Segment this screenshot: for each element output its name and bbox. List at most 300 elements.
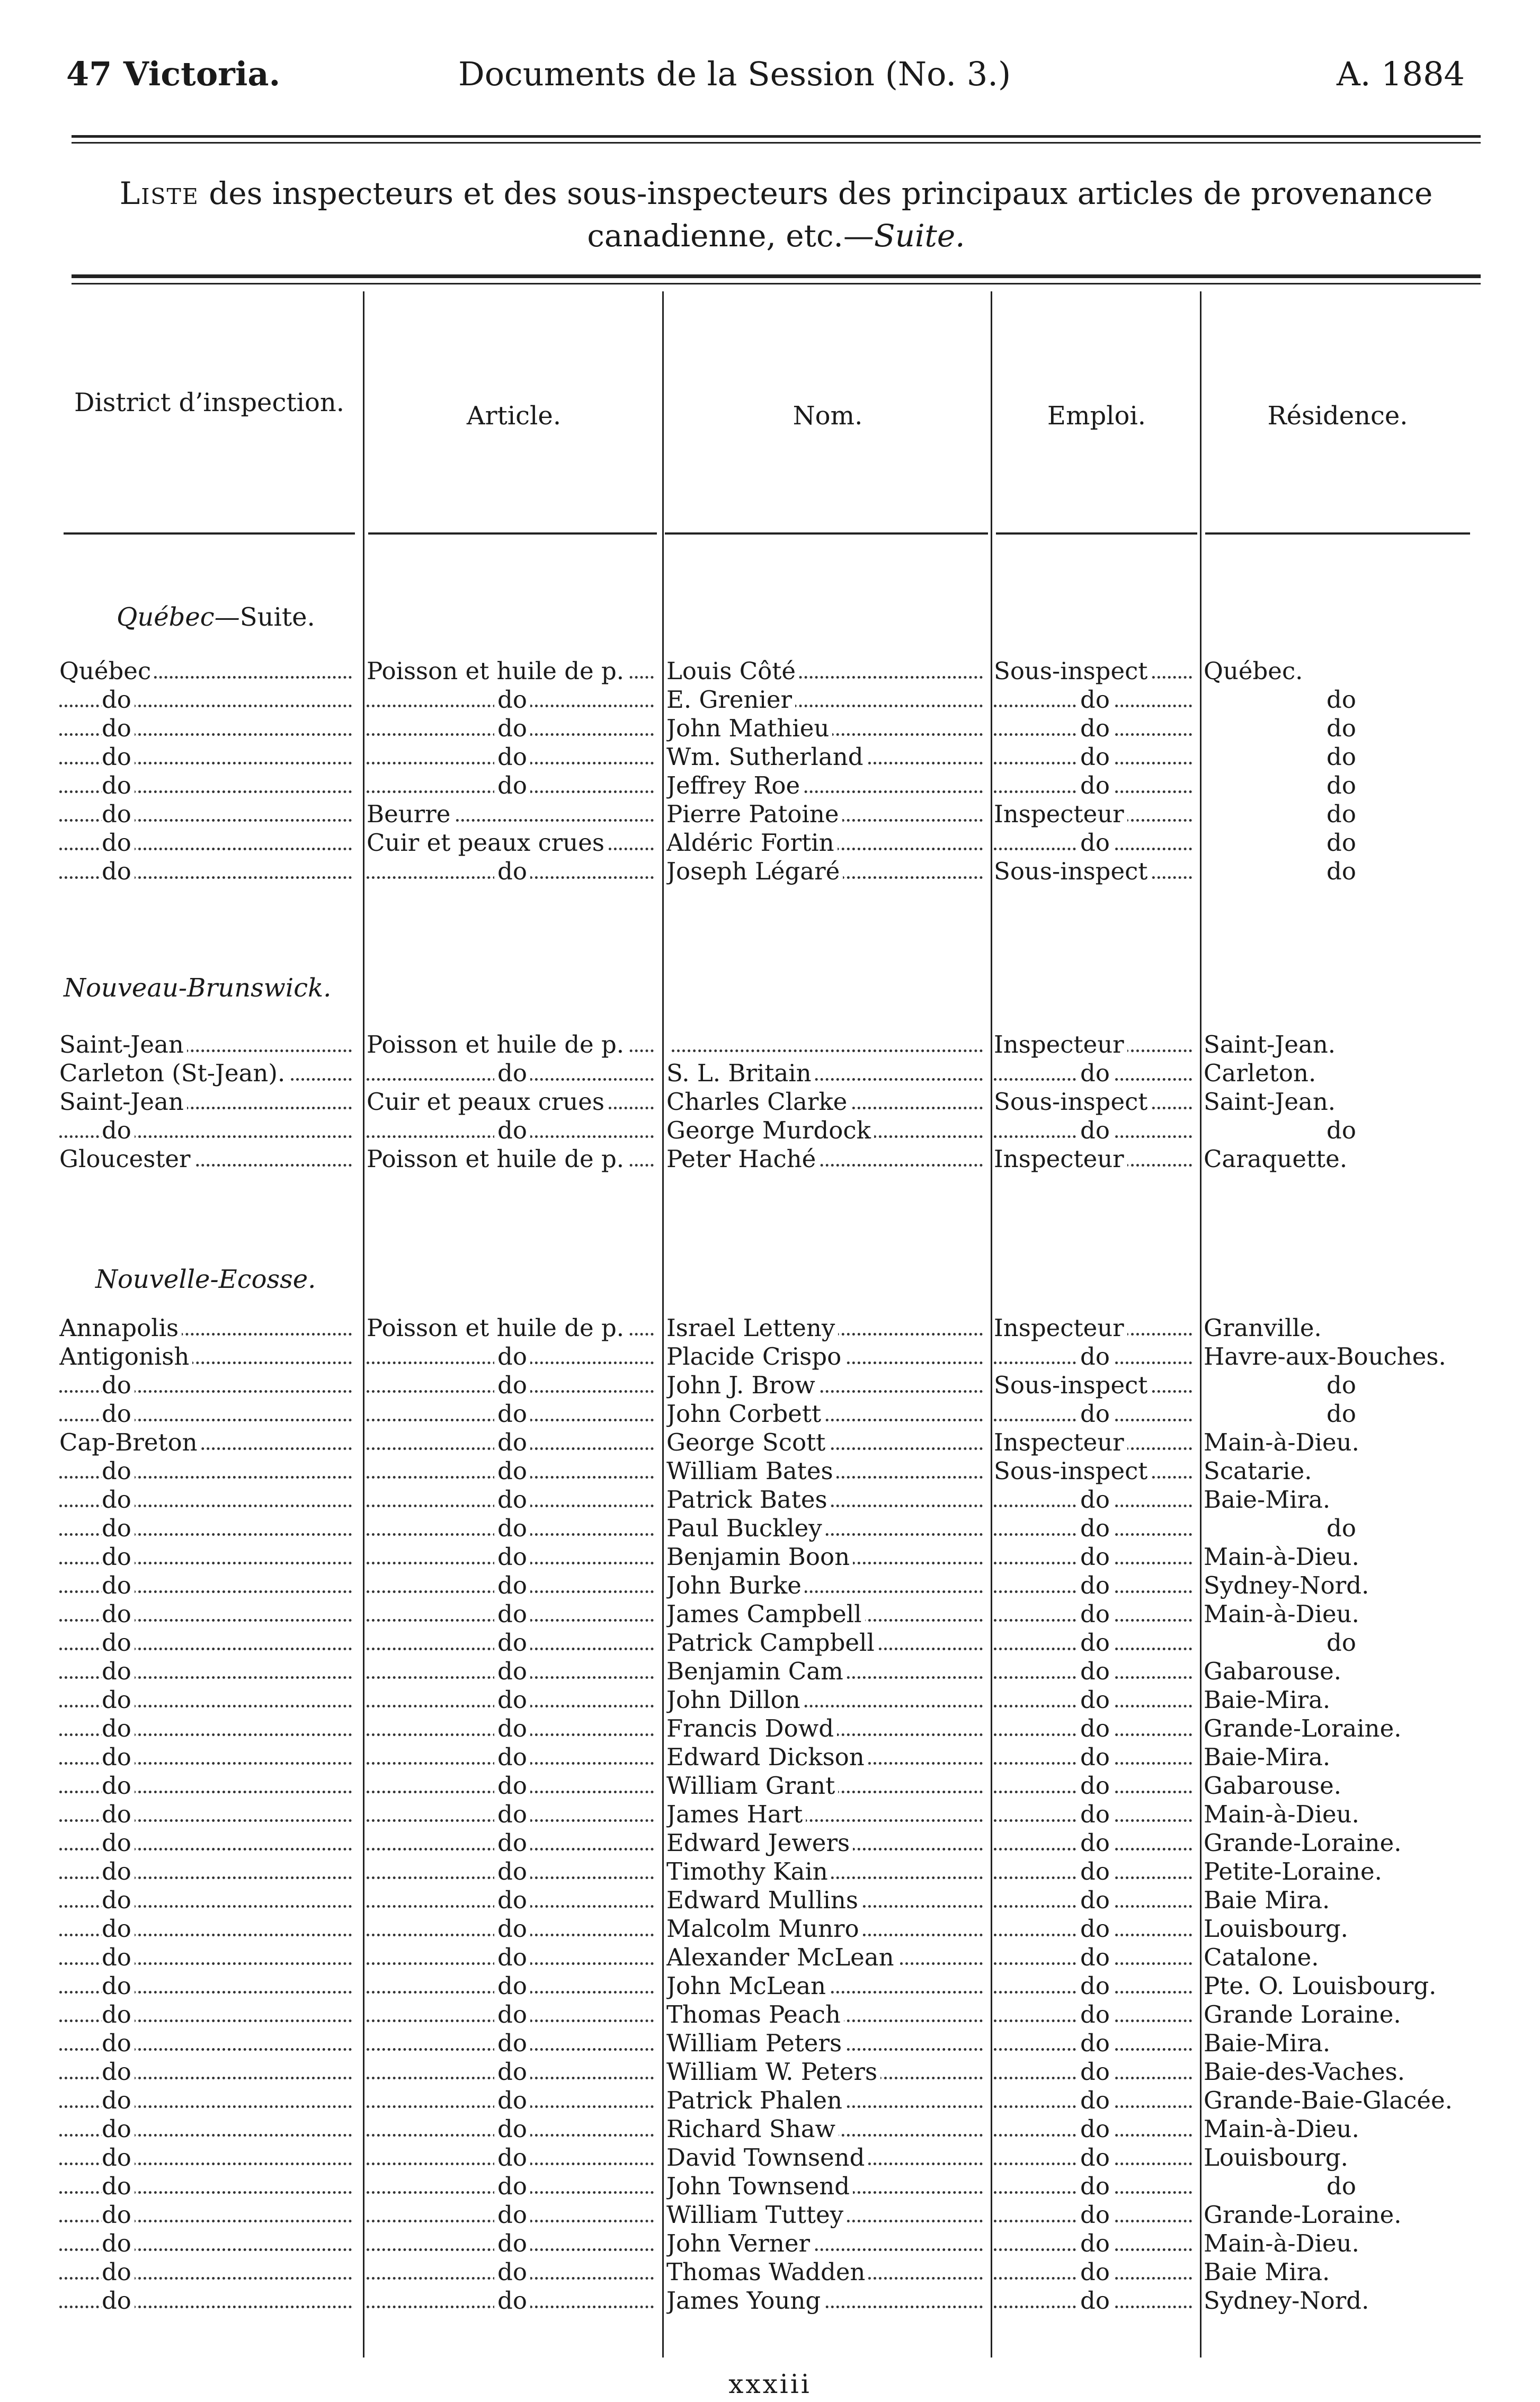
cell-residence: Sydney-Nord. [1204,1571,1479,1600]
cell-emploi: Sous-inspect [994,1371,1196,1400]
table-row [0,2086,1540,2115]
table-row [0,2029,1540,2058]
cell-article: do [367,2229,658,2258]
cell-emploi: Sous-inspect [994,1457,1196,1485]
table-rule-top [72,274,1481,278]
cell-district: do [59,771,356,800]
cell-article: do [367,1116,658,1145]
cell-district: do [59,1743,356,1772]
cell-residence: Granville. [1204,1314,1479,1342]
cell-nom: Aldéric Fortin [666,829,987,857]
table-row [0,1314,1540,1342]
header-volume: 47 Victoria. [66,55,281,93]
cell-article: do [367,1600,658,1629]
cell-residence: Catalone. [1204,1943,1479,1972]
header-document-title: Documents de la Session (No. 3.) [458,55,1011,93]
cell-residence: Grande-Loraine. [1204,1829,1479,1857]
table-row [0,2172,1540,2201]
cell-article: do [367,2029,658,2058]
cell-nom: John Corbett [666,1400,987,1428]
cell-residence: do [1204,1629,1479,1657]
cell-emploi: do [994,1543,1196,1571]
table-row [0,1457,1540,1485]
cell-article: Cuir et peaux crues [367,1088,658,1116]
cell-nom: John Townsend [666,2172,987,2201]
cell-residence: Main-à-Dieu. [1204,1543,1479,1571]
cell-nom: John Mathieu [666,714,987,743]
cell-residence: Baie-Mira. [1204,1686,1479,1714]
cell-emploi: Sous-inspect [994,1088,1196,1116]
cell-nom: John Dillon [666,1686,987,1714]
cell-article: do [367,1915,658,1943]
cell-emploi: do [994,1485,1196,1514]
table-row [0,857,1540,886]
cell-article: Poisson et huile de p. [367,657,658,686]
cell-residence: do [1204,1371,1479,1400]
cell-article: do [367,2258,658,2287]
cell-nom: James Campbell [666,1600,987,1629]
table-row [0,1714,1540,1743]
cell-residence: Main-à-Dieu. [1204,2115,1479,2143]
header-underline-district [64,532,355,535]
cell-district: do [59,1371,356,1400]
cell-residence: Grande-Baie-Glacée. [1204,2086,1479,2115]
cell-residence: Gabarouse. [1204,1657,1479,1686]
cell-article: do [367,1485,658,1514]
column-header-residence: Résidence. [1267,401,1408,431]
cell-residence: Main-à-Dieu. [1204,1428,1479,1457]
cell-district: do [59,1857,356,1886]
cell-nom: Peter Haché [666,1145,987,1173]
cell-article: do [367,1857,658,1886]
cell-nom: E. Grenier [666,686,987,714]
column-header-emploi: Emploi. [1047,401,1146,431]
table-row [0,1371,1540,1400]
cell-district: do [59,1600,356,1629]
cell-nom: Edward Jewers [666,1829,987,1857]
cell-district: do [59,1972,356,2000]
cell-emploi: do [994,1600,1196,1629]
cell-nom: Joseph Légaré [666,857,987,886]
cell-residence: Baie-Mira. [1204,1743,1479,1772]
cell-district: do [59,1514,356,1543]
header-year: A. 1884 [1337,55,1465,93]
cell-emploi: do [994,686,1196,714]
table-row [0,686,1540,714]
table-row [0,1485,1540,1514]
cell-district: do [59,1714,356,1743]
cell-district: do [59,2029,356,2058]
cell-article: Beurre [367,800,658,829]
cell-emploi: do [994,1714,1196,1743]
cell-district: Gloucester [59,1145,356,1173]
table-row [0,1088,1540,1116]
table-row [0,743,1540,771]
cell-residence: Baie Mira. [1204,2258,1479,2287]
cell-nom: Benjamin Boon [666,1543,987,1571]
cell-nom: George Murdock [666,1116,987,1145]
cell-emploi: do [994,2086,1196,2115]
cell-district: do [59,743,356,771]
cell-nom: Edward Mullins [666,1886,987,1915]
table-row [0,1543,1540,1571]
cell-residence: Main-à-Dieu. [1204,2229,1479,2258]
table-row [0,2287,1540,2315]
running-header [66,50,1465,98]
cell-residence: Baie-Mira. [1204,2029,1479,2058]
cell-residence: Baie-des-Vaches. [1204,2058,1479,2086]
cell-residence: Carleton. [1204,1059,1479,1088]
cell-nom: Israel Letteny [666,1314,987,1342]
cell-nom: John McLean [666,1972,987,2000]
cell-article: do [367,1972,658,2000]
cell-article: do [367,1059,658,1088]
cell-emploi: do [994,1686,1196,1714]
cell-district: do [59,2287,356,2315]
cell-residence: Gabarouse. [1204,1772,1479,1800]
cell-nom: Patrick Phalen [666,2086,987,2115]
cell-article: do [367,1571,658,1600]
cell-nom: John Burke [666,1571,987,1600]
cell-residence: Petite-Loraine. [1204,1857,1479,1886]
cell-residence: Caraquette. [1204,1145,1479,1173]
cell-emploi: do [994,771,1196,800]
cell-article: Poisson et huile de p. [367,1030,658,1059]
cell-nom: William Grant [666,1772,987,1800]
table-row [0,771,1540,800]
cell-nom: Charles Clarke [666,1088,987,1116]
cell-emploi: do [994,2000,1196,2029]
cell-nom: Richard Shaw [666,2115,987,2143]
column-header-nom: Nom. [793,401,863,431]
table-row [0,1629,1540,1657]
cell-article: do [367,2201,658,2229]
cell-emploi: Inspecteur [994,1030,1196,1059]
cell-nom: David Townsend [666,2143,987,2172]
table-title [72,172,1481,257]
cell-district: Québec [59,657,356,686]
cell-district: do [59,1943,356,1972]
cell-district: Annapolis [59,1314,356,1342]
cell-nom: Louis Côté [666,657,987,686]
cell-nom: James Young [666,2287,987,2315]
cell-district: do [59,2000,356,2029]
cell-district: Carleton (St-Jean). [59,1059,356,1088]
cell-nom: John Verner [666,2229,987,2258]
cell-article: do [367,1714,658,1743]
cell-article: do [367,1772,658,1800]
cell-district: do [59,1829,356,1857]
table-row [0,1972,1540,2000]
cell-residence: do [1204,800,1479,829]
cell-district: do [59,2201,356,2229]
cell-article: do [367,1657,658,1686]
cell-nom: William Bates [666,1457,987,1485]
cell-emploi: do [994,1743,1196,1772]
cell-district: do [59,1571,356,1600]
table-row [0,1686,1540,1714]
cell-district: Saint-Jean [59,1088,356,1116]
header-underline-emploi [996,532,1197,535]
cell-emploi: do [994,2029,1196,2058]
cell-article: Cuir et peaux crues [367,829,658,857]
cell-nom: Patrick Bates [666,1485,987,1514]
title-rest: des inspecteurs et des sous-inspecteurs des principaux articles de provenance [209,175,1433,211]
cell-article: do [367,2115,658,2143]
cell-residence: do [1204,686,1479,714]
cell-residence: Pte. O. Louisbourg. [1204,1972,1479,2000]
cell-nom: Alexander McLean [666,1943,987,1972]
cell-article: do [367,714,658,743]
column-header-district: District d’inspection. [74,388,345,417]
cell-emploi: do [994,2172,1196,2201]
header-rule-bottom [72,142,1481,144]
cell-article: do [367,771,658,800]
cell-emploi: do [994,714,1196,743]
cell-district: do [59,1915,356,1943]
cell-residence: Havre-aux-Bouches. [1204,1342,1479,1371]
cell-article: do [367,1829,658,1857]
cell-nom: Pierre Patoine [666,800,987,829]
cell-district: do [59,800,356,829]
cell-article: Poisson et huile de p. [367,1314,658,1342]
cell-emploi: do [994,2143,1196,2172]
table-row [0,1400,1540,1428]
cell-emploi: do [994,1972,1196,2000]
cell-emploi: do [994,1629,1196,1657]
header-underline-nom [665,532,988,535]
cell-article: do [367,1514,658,1543]
section-title-nouvelle-ecosse: Nouvelle-Ecosse. [95,1265,316,1294]
table-row [0,1059,1540,1088]
cell-residence: do [1204,714,1479,743]
cell-district: do [59,1457,356,1485]
cell-emploi: Sous-inspect [994,857,1196,886]
cell-district: do [59,1400,356,1428]
cell-article: do [367,2000,658,2029]
cell-article: do [367,743,658,771]
cell-residence: Québec. [1204,657,1479,686]
cell-residence: Main-à-Dieu. [1204,1800,1479,1829]
table-row [0,2000,1540,2029]
cell-article: do [367,1400,658,1428]
cell-article: do [367,1686,658,1714]
cell-emploi: do [994,2201,1196,2229]
table-row [0,1600,1540,1629]
cell-emploi: do [994,2115,1196,2143]
cell-article: do [367,1629,658,1657]
cell-nom: Thomas Wadden [666,2258,987,2287]
table-row [0,714,1540,743]
cell-district: do [59,2258,356,2287]
table-row [0,1829,1540,1857]
cell-emploi: do [994,743,1196,771]
cell-district: do [59,1485,356,1514]
cell-residence: Louisbourg. [1204,2143,1479,2172]
cell-nom: Thomas Peach [666,2000,987,2029]
cell-emploi: do [994,1829,1196,1857]
cell-emploi: Inspecteur [994,1145,1196,1173]
table-row [0,1342,1540,1371]
cell-emploi: do [994,1886,1196,1915]
cell-emploi: do [994,1059,1196,1088]
cell-nom: George Scott [666,1428,987,1457]
header-underline-article [368,532,657,535]
cell-residence: Grande Loraine. [1204,2000,1479,2029]
table-row [0,1514,1540,1543]
cell-residence: Saint-Jean. [1204,1030,1479,1059]
cell-residence: Sydney-Nord. [1204,2287,1479,2315]
table-row [0,2143,1540,2172]
cell-nom: James Hart [666,1800,987,1829]
cell-article: do [367,1371,658,1400]
cell-article: do [367,857,658,886]
section-title-nouveau-brunswick: Nouveau-Brunswick. [64,973,332,1003]
cell-residence: do [1204,1400,1479,1428]
cell-district: do [59,686,356,714]
cell-district: do [59,2229,356,2258]
cell-residence: do [1204,1514,1479,1543]
cell-emploi: do [994,829,1196,857]
title-first-word: Liste [119,175,199,211]
header-underline-residence [1205,532,1470,535]
table-rule-top-thin [72,283,1481,284]
cell-nom: William W. Peters [666,2058,987,2086]
column-header-article: Article. [466,401,562,431]
cell-residence: Grande-Loraine. [1204,1714,1479,1743]
cell-nom: Timothy Kain [666,1857,987,1886]
cell-nom: Francis Dowd [666,1714,987,1743]
cell-article: do [367,1943,658,1972]
cell-residence: do [1204,857,1479,886]
cell-district: do [59,2172,356,2201]
cell-emploi: Inspecteur [994,800,1196,829]
table-row [0,2058,1540,2086]
cell-district: do [59,714,356,743]
cell-emploi: Inspecteur [994,1428,1196,1457]
table-row [0,829,1540,857]
table-row [0,1743,1540,1772]
cell-district: do [59,1772,356,1800]
cell-district: do [59,829,356,857]
table-row [0,1428,1540,1457]
cell-emploi: do [994,1400,1196,1428]
table-row [0,2258,1540,2287]
table-row [0,1800,1540,1829]
title-line2: canadienne, etc.— [587,218,874,254]
cell-nom: S. L. Britain [666,1059,987,1088]
table-row [0,657,1540,686]
cell-article: do [367,2287,658,2315]
table-row [0,800,1540,829]
cell-article: do [367,2086,658,2115]
cell-district: Cap-Breton [59,1428,356,1457]
cell-emploi: do [994,1657,1196,1686]
cell-residence: Scatarie. [1204,1457,1479,1485]
cell-residence: do [1204,771,1479,800]
cell-article: do [367,686,658,714]
cell-residence: do [1204,743,1479,771]
cell-emploi: do [994,2287,1196,2315]
cell-article: do [367,2172,658,2201]
cell-district: do [59,2086,356,2115]
table-row [0,1886,1540,1915]
cell-district: do [59,1543,356,1571]
cell-article: do [367,1543,658,1571]
cell-article: do [367,1743,658,1772]
cell-emploi: do [994,1800,1196,1829]
cell-article: do [367,2058,658,2086]
cell-nom: Malcolm Munro [666,1915,987,1943]
cell-nom: William Peters [666,2029,987,2058]
cell-emploi: do [994,1915,1196,1943]
cell-emploi: do [994,1857,1196,1886]
table-row [0,1657,1540,1686]
cell-district: do [59,1116,356,1145]
cell-article: do [367,1457,658,1485]
cell-emploi: do [994,1772,1196,1800]
cell-residence: Baie-Mira. [1204,1485,1479,1514]
cell-nom: Patrick Campbell [666,1629,987,1657]
cell-district: Antigonish [59,1342,356,1371]
cell-emploi: do [994,2058,1196,2086]
cell-district: do [59,857,356,886]
cell-residence: do [1204,1116,1479,1145]
cell-nom: Edward Dickson [666,1743,987,1772]
cell-article: do [367,2143,658,2172]
cell-emploi: Inspecteur [994,1314,1196,1342]
cell-emploi: do [994,1571,1196,1600]
cell-residence: Baie Mira. [1204,1886,1479,1915]
table-row [0,1915,1540,1943]
cell-district: do [59,2058,356,2086]
table-row [0,1030,1540,1059]
cell-emploi: do [994,1514,1196,1543]
table-row [0,1116,1540,1145]
cell-emploi: do [994,1342,1196,1371]
table-row [0,2229,1540,2258]
page-number: xxxiii [728,2369,812,2399]
cell-district: do [59,1686,356,1714]
cell-residence: do [1204,2172,1479,2201]
cell-residence: Grande-Loraine. [1204,2201,1479,2229]
cell-nom: Benjamin Cam [666,1657,987,1686]
cell-district: do [59,2143,356,2172]
table-row [0,1857,1540,1886]
cell-district: do [59,1886,356,1915]
cell-nom: Jeffrey Roe [666,771,987,800]
cell-district: do [59,2115,356,2143]
cell-article: do [367,1800,658,1829]
cell-residence: Louisbourg. [1204,1915,1479,1943]
cell-nom: John J. Brow [666,1371,987,1400]
cell-nom [666,1030,987,1059]
table-row [0,1943,1540,1972]
table-row [0,2201,1540,2229]
section-title-quebec: Québec—Suite. [117,602,315,632]
cell-nom: Wm. Sutherland [666,743,987,771]
cell-district: do [59,1657,356,1686]
cell-nom: Paul Buckley [666,1514,987,1543]
cell-residence: do [1204,829,1479,857]
cell-article: do [367,1428,658,1457]
cell-article: do [367,1886,658,1915]
cell-emploi: do [994,2258,1196,2287]
cell-article: do [367,1342,658,1371]
table-row [0,1571,1540,1600]
cell-emploi: do [994,2229,1196,2258]
cell-emploi: Sous-inspect [994,657,1196,686]
